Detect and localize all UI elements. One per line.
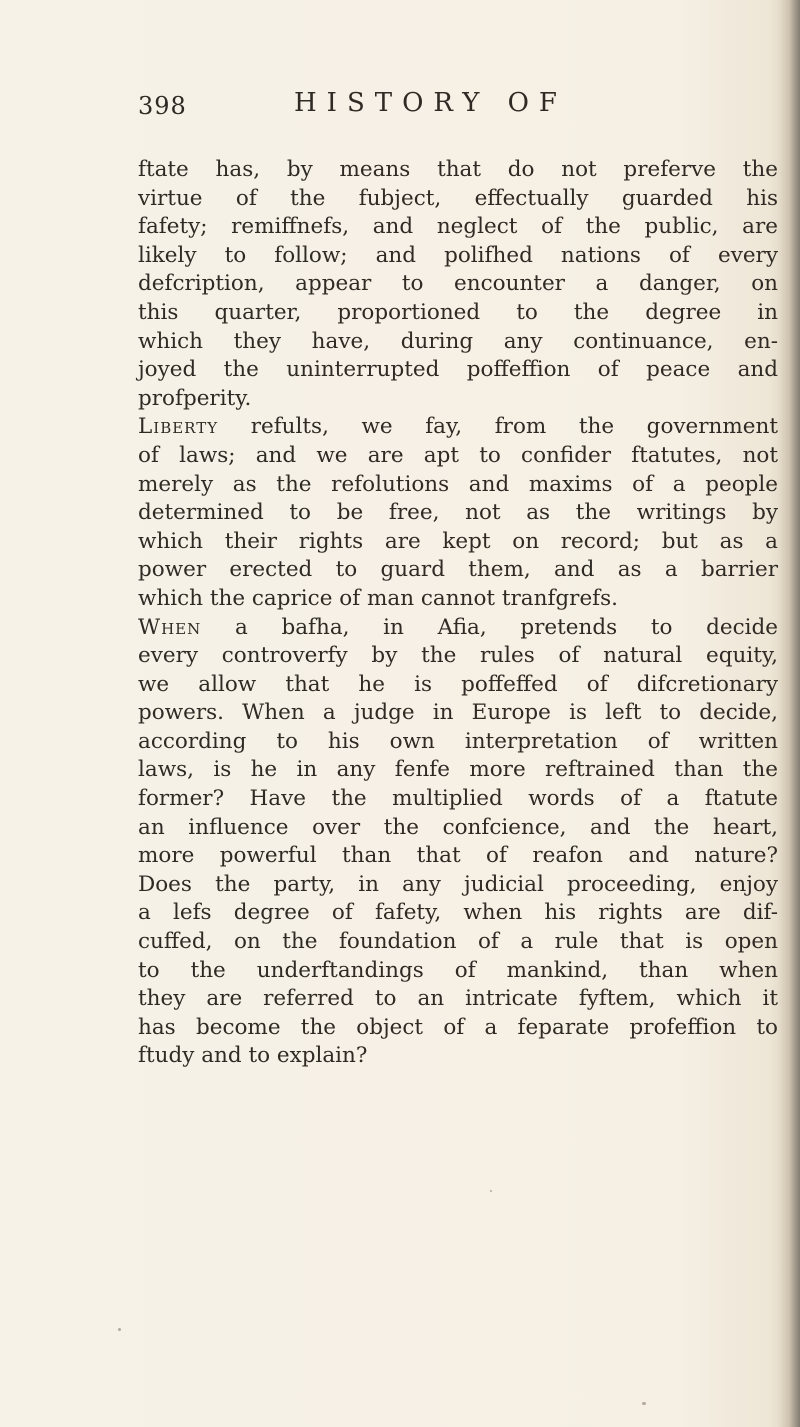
text-line: which the caprice of man cannot tranfgrefs. <box>138 585 618 611</box>
body-text <box>138 156 778 1071</box>
text-line: Does the party, in any judicial proceeding, enjoy <box>138 871 778 897</box>
text-line: fafety; remiffnefs, and neglect of the public, are <box>138 214 778 240</box>
text-line: an influence over the confcience, and the heart, <box>138 814 778 840</box>
text-line: virtue of the fubject, effectually guarded his <box>138 185 778 211</box>
text-line: determined to be free, not as the writings by <box>138 500 778 526</box>
text-line <box>138 413 778 442</box>
page-number: 398 <box>138 92 187 120</box>
text-line: of laws; and we are apt to confider ftatutes, not <box>138 442 778 468</box>
text-line: ftudy and to explain? <box>138 1043 368 1069</box>
text-line: defcription, appear to encounter a danger, on <box>138 271 778 297</box>
paragraph <box>138 614 778 1072</box>
page-edge-shadow <box>778 0 800 1427</box>
text-line: every controverfy by the rules of natural equity, <box>138 643 778 669</box>
page-header <box>138 86 698 126</box>
paragraph-lead: Liberty <box>138 414 219 440</box>
text-line: a lefs degree of fafety, when his rights are dif- <box>138 900 778 926</box>
text-line: cuffed, on the foundation of a rule that is open <box>138 929 778 955</box>
text-line: they are referred to an intricate fyftem, which it <box>138 986 778 1012</box>
paragraph <box>138 156 778 413</box>
text-line: we allow that he is poffeffed of difcretionary <box>138 671 778 697</box>
text-line: ftate has, by means that do not preferve the <box>138 157 778 182</box>
text-line: likely to follow; and polifhed nations of every <box>138 242 778 268</box>
text-line: power erected to guard them, and as a barrier <box>138 557 778 583</box>
text-line: profperity. <box>138 385 252 411</box>
text-line: according to his own interpretation of written <box>138 728 778 754</box>
line-remainder: a bafha, in Afia, pretends to decide <box>201 614 778 640</box>
text-line: this quarter, proportioned to the degree in <box>138 299 778 325</box>
paper-speck <box>642 1402 646 1405</box>
text-line <box>138 614 778 643</box>
paragraph <box>138 413 778 613</box>
text-line: has become the object of a feparate profeffion to <box>138 1014 778 1040</box>
text-line: laws, is he in any fenfe more reftrained than the <box>138 757 778 783</box>
running-head: HISTORY OF <box>294 88 567 118</box>
text-line: powers. When a judge in Europe is left to decide, <box>138 700 778 726</box>
text-line: joyed the uninterrupted poffeffion of peace and <box>138 357 778 383</box>
paper-speck <box>490 1190 492 1192</box>
paragraph-lead: When <box>138 614 202 640</box>
line-remainder: refults, we fay, from the government <box>218 414 778 440</box>
text-line: more powerful than that of reafon and nature? <box>138 843 778 869</box>
text-line: to the underftandings of mankind, than when <box>138 957 778 983</box>
text-line: former? Have the multiplied words of a ftatute <box>138 786 778 812</box>
paper-speck <box>118 1328 121 1331</box>
text-line: merely as the refolutions and maxims of a people <box>138 471 778 497</box>
text-line: which they have, during any continuance, en- <box>138 328 778 354</box>
text-line: which their rights are kept on record; but as a <box>138 528 778 554</box>
